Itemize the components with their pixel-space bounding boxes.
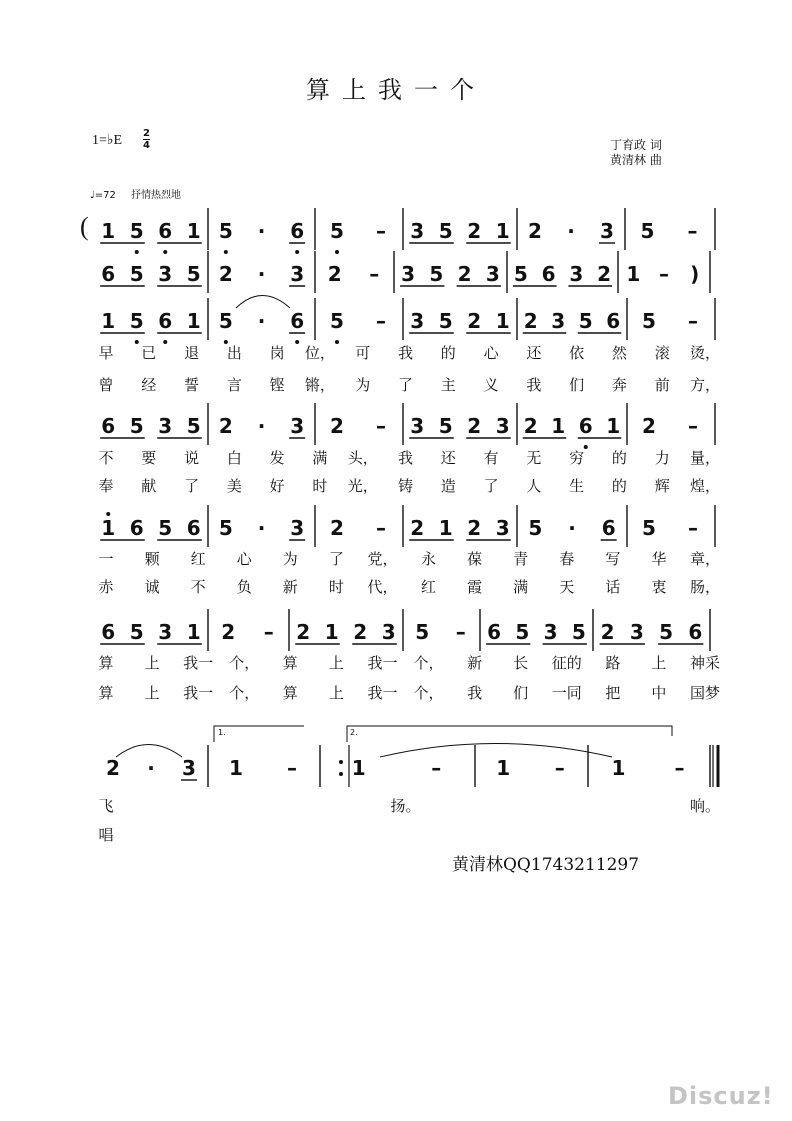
note: 2	[467, 516, 482, 540]
lyric-syllable: 写	[605, 550, 621, 568]
expression: 抒情热烈地	[131, 190, 182, 201]
lyric-syllable: 我一	[183, 654, 214, 672]
lyric-syllable: 们	[569, 376, 585, 394]
note: 6	[606, 309, 621, 333]
lyric-syllable: 上	[144, 654, 160, 672]
low-octave-dot	[163, 340, 167, 344]
lyric-syllable: 退	[184, 344, 200, 362]
lyric-syllable: 力	[654, 449, 670, 467]
lyric-syllable: 飞	[98, 797, 114, 815]
lyric-syllable: 征的	[551, 654, 582, 672]
note: 2	[327, 262, 342, 286]
lyric-syllable: 章，	[689, 550, 721, 568]
lyric-syllable: 个，	[413, 654, 444, 672]
lyric-syllable: 个，	[229, 654, 260, 672]
lyric-syllable: 时	[328, 578, 344, 596]
note: –	[287, 756, 297, 780]
note: 1	[606, 414, 621, 438]
open-parenthesis: (	[80, 212, 89, 241]
note: 2	[528, 219, 542, 243]
note: 6	[158, 219, 173, 243]
note: 6	[101, 620, 116, 644]
lyric-syllable: 造	[440, 477, 456, 495]
key-signature: 1=♭E	[92, 133, 123, 148]
note: 5	[129, 219, 144, 243]
note: 5	[571, 620, 586, 644]
note: –	[688, 414, 698, 438]
note: –	[688, 516, 698, 540]
lyric-syllable: 个，	[229, 684, 260, 702]
lyric-syllable: 我	[467, 684, 483, 702]
low-octave-dot	[295, 340, 299, 344]
note: 6	[601, 516, 616, 540]
note: 2	[218, 414, 233, 438]
lyric-syllable: 唱	[98, 826, 114, 844]
low-octave-dot	[135, 340, 139, 344]
note: 3	[158, 262, 173, 286]
song-title: 算上我一个	[306, 76, 486, 104]
lyric-syllable: 上	[651, 654, 667, 672]
note: 2	[330, 516, 344, 540]
note: 5	[218, 219, 233, 243]
lyric-syllable: 依	[569, 344, 585, 362]
note: –	[376, 219, 386, 243]
high-octave-dot	[106, 512, 110, 516]
note: 2	[467, 219, 482, 243]
note: 1	[351, 756, 366, 780]
lyric-syllable: 献	[141, 477, 157, 495]
lyric-syllable: 光，	[347, 477, 378, 495]
note: 5	[415, 620, 430, 644]
note: 3	[182, 756, 196, 780]
lyric-syllable: 奔	[611, 376, 627, 394]
lyric-syllable: 衷	[651, 578, 667, 596]
note: 3	[495, 414, 510, 438]
lyric-syllable: 了	[483, 477, 499, 495]
note: 6	[129, 516, 144, 540]
note: 5	[438, 414, 453, 438]
note: 3	[485, 262, 500, 286]
lyric-syllable: 的	[440, 344, 456, 362]
note: 5	[129, 309, 144, 333]
note: 3	[381, 620, 396, 644]
lyric-syllable: 辉	[654, 477, 670, 495]
lyric-syllable: 不	[190, 578, 206, 596]
volta-second-label: 2.	[350, 728, 358, 737]
lyric-syllable: 赤	[98, 578, 114, 596]
lyric-syllable: 主	[440, 376, 456, 394]
note: 3	[569, 262, 584, 286]
lyric-syllable: 白	[226, 449, 242, 467]
lyric-syllable: 煌，	[689, 477, 721, 495]
lyric-syllable: 言	[226, 376, 242, 394]
lyric-syllable: 的	[611, 477, 627, 495]
note: 3	[158, 414, 173, 438]
note: 2	[353, 620, 368, 644]
note: 2	[221, 620, 236, 644]
note: 2	[600, 620, 615, 644]
lyric-syllable: 经	[141, 376, 157, 394]
note: 5	[515, 620, 530, 644]
low-octave-dot	[135, 250, 139, 254]
lyric-syllable: 不	[98, 449, 114, 467]
note: 6	[290, 219, 305, 243]
note: 1	[626, 262, 641, 286]
volta-second-bracket	[347, 726, 672, 742]
lyric-syllable: 义	[483, 376, 499, 394]
low-octave-dot	[295, 250, 299, 254]
signature-line: 黄清林QQ1743211297	[452, 855, 640, 875]
lyric-syllable: 头，	[347, 449, 378, 467]
note: ·	[568, 516, 576, 540]
lyric-syllable: 负	[236, 578, 252, 596]
note: 2	[106, 756, 120, 780]
lyric-syllable: 穷	[569, 449, 585, 467]
lyric-syllable: 出	[226, 344, 242, 362]
lyric-syllable: 了	[397, 376, 414, 394]
lyric-syllable: 时	[312, 477, 328, 495]
lyric-syllable: 神采	[689, 654, 721, 672]
lyric-syllable: 上	[144, 684, 160, 702]
note: 5	[642, 309, 656, 333]
lyric-syllable: 心	[483, 344, 499, 362]
lyric-syllable: 誓	[184, 376, 200, 394]
note: 3	[290, 414, 305, 438]
note: 3	[410, 414, 425, 438]
note: ·	[567, 219, 575, 243]
lyric-syllable: 说	[184, 449, 200, 467]
lyric-syllable: 然	[611, 344, 627, 362]
lyric-syllable: 颗	[144, 550, 160, 568]
note: 1	[438, 516, 453, 540]
note: 5	[640, 219, 655, 243]
volta-first-bracket	[214, 726, 304, 742]
lyric-syllable: 一	[98, 550, 114, 568]
lyric-syllable: 心	[236, 550, 252, 568]
lyric-syllable: 上	[328, 684, 344, 702]
lyric-syllable: 中	[651, 684, 667, 702]
note: 5	[659, 620, 674, 644]
note: 2	[410, 516, 425, 540]
lyric-syllable: 人	[526, 477, 542, 495]
note: 1	[186, 309, 201, 333]
note: 2	[467, 309, 482, 333]
tempo-value: ♩=72	[90, 190, 116, 201]
note: 5	[330, 309, 344, 333]
note: 1	[551, 414, 566, 438]
note: 1	[186, 219, 201, 243]
lyric-syllable: 话	[605, 578, 621, 596]
lyric-syllable: 把	[605, 684, 621, 702]
note: 5	[186, 414, 201, 438]
lyric-syllable: 还	[526, 344, 542, 362]
lyric-syllable: 我一	[367, 654, 398, 672]
note: )	[690, 262, 700, 286]
slur	[380, 744, 612, 758]
lyric-syllable: 铸	[397, 477, 414, 495]
repeat-dot	[339, 772, 343, 776]
time-signature-bottom: 4	[143, 140, 150, 151]
note: 1	[229, 756, 243, 780]
lyric-syllable: 滚	[654, 344, 670, 362]
repeat-dot	[339, 760, 343, 764]
note: 5	[129, 262, 144, 286]
note: –	[376, 309, 386, 333]
lyric-syllable: 好	[269, 477, 285, 495]
note: 5	[438, 219, 453, 243]
lyric-syllable: 算	[282, 654, 298, 672]
lyric-syllable: 华	[651, 550, 667, 568]
lyric-syllable: 算	[98, 654, 114, 672]
note: 6	[487, 620, 502, 644]
note: 1	[101, 309, 116, 333]
lyric-syllable: 永	[421, 550, 437, 568]
lyric-syllable: 有	[483, 449, 499, 467]
lyric-syllable: 了	[184, 477, 200, 495]
lyric-syllable: 响。	[689, 797, 721, 815]
note: 1	[101, 516, 116, 540]
lyric-syllable: 个，	[413, 684, 444, 702]
note: –	[263, 620, 274, 644]
lyric-syllable: 无	[526, 449, 542, 467]
lyric-syllable: 一同	[551, 684, 582, 702]
note: –	[369, 262, 380, 286]
note: 1	[611, 756, 626, 780]
lyric-syllable: 诚	[144, 578, 160, 596]
note: –	[687, 219, 698, 243]
note: 3	[158, 620, 173, 644]
lyric-syllable: 了	[328, 550, 344, 568]
note: –	[455, 620, 466, 644]
note: 6	[578, 414, 593, 438]
note: 6	[101, 262, 116, 286]
lyric-syllable: 红	[421, 578, 437, 596]
note: 2	[457, 262, 472, 286]
lyric-syllable: 发	[269, 449, 285, 467]
note: 2	[330, 414, 344, 438]
note: –	[376, 516, 386, 540]
lyric-syllable: 我	[397, 344, 414, 362]
note: ·	[257, 219, 266, 243]
note: 6	[158, 309, 173, 333]
note: 3	[290, 516, 305, 540]
note: 2	[296, 620, 311, 644]
composer: 黄清林 曲	[610, 153, 662, 167]
lyric-syllable: 铿	[269, 376, 285, 394]
note: 5	[330, 219, 344, 243]
lyric-syllable: 我	[397, 449, 414, 467]
note: 3	[543, 620, 558, 644]
lyric-syllable: 烫，	[689, 344, 721, 362]
note: 2	[218, 262, 233, 286]
note: 5	[438, 309, 453, 333]
note: 5	[578, 309, 593, 333]
lyric-syllable: 肠，	[689, 578, 721, 596]
note: 6	[688, 620, 703, 644]
low-octave-dot	[335, 340, 339, 344]
note: 1	[496, 756, 511, 780]
note: 1	[101, 219, 116, 243]
low-octave-dot	[335, 250, 339, 254]
note: 1	[324, 620, 339, 644]
lyric-syllable: 锵，	[304, 376, 335, 394]
lyric-syllable: 算	[282, 684, 298, 702]
lyric-syllable: 红	[190, 550, 206, 568]
note: 3	[629, 620, 644, 644]
note: 5	[429, 262, 444, 286]
lyric-syllable: 我一	[367, 684, 398, 702]
volta-first-label: 1.	[218, 728, 226, 737]
lyric-syllable: 位，	[304, 344, 335, 362]
lyric-syllable: 为	[355, 376, 371, 394]
note: 5	[642, 516, 656, 540]
slur	[236, 296, 290, 309]
lyric-syllable: 春	[559, 550, 575, 568]
note: 3	[401, 262, 416, 286]
note: –	[659, 262, 669, 286]
note: 2	[467, 414, 482, 438]
lyric-syllable: 青	[513, 550, 529, 568]
lyric-syllable: 满	[513, 578, 529, 596]
lyric-syllable: 我一	[183, 684, 214, 702]
lyricist: 丁育政 词	[610, 138, 662, 152]
note: 6	[101, 414, 116, 438]
note: –	[431, 756, 442, 780]
lyric-syllable: 早	[98, 344, 114, 362]
note: ·	[257, 414, 266, 438]
lyric-syllable: 长	[513, 654, 529, 672]
lyric-syllable: 量，	[689, 449, 721, 467]
lyric-syllable: 上	[328, 654, 344, 672]
note: 3	[410, 219, 425, 243]
note: 5	[129, 414, 144, 438]
note: –	[688, 309, 698, 333]
lyric-syllable: 生	[569, 477, 585, 495]
lyric-syllable: 代，	[367, 578, 398, 596]
note: ·	[147, 756, 155, 780]
lyric-syllable: 要	[141, 449, 157, 467]
note: 3	[600, 219, 614, 243]
lyric-syllable: 可	[355, 344, 371, 362]
watermark: Discuz!	[668, 1082, 774, 1110]
lyric-syllable: 奉	[98, 477, 114, 495]
note: 2	[642, 414, 656, 438]
lyric-syllable: 天	[559, 578, 575, 596]
note: 3	[290, 262, 305, 286]
lyric-syllable: 美	[226, 477, 242, 495]
note: 2	[597, 262, 612, 286]
note: 5	[218, 516, 233, 540]
note: 2	[523, 414, 538, 438]
note: 1	[495, 219, 510, 243]
note: 6	[290, 309, 305, 333]
lyric-syllable: 新	[467, 654, 483, 672]
lyric-syllable: 新	[282, 578, 298, 596]
note: –	[376, 414, 386, 438]
note: 5	[218, 309, 233, 333]
note: 5	[528, 516, 543, 540]
note: 6	[186, 516, 201, 540]
low-octave-dot	[584, 445, 588, 449]
lyric-syllable: 我	[526, 376, 542, 394]
lyric-syllable: 扬。	[390, 797, 421, 815]
note: 5	[513, 262, 528, 286]
note: –	[674, 756, 685, 780]
note: 1	[495, 309, 510, 333]
lyric-syllable: 的	[611, 449, 627, 467]
lyric-syllable: 们	[513, 684, 529, 702]
lyric-syllable: 已	[141, 344, 157, 362]
lyric-syllable: 岗	[269, 344, 285, 362]
note: 5	[129, 620, 144, 644]
note: 3	[410, 309, 425, 333]
note: ·	[257, 516, 266, 540]
lyric-syllable: 党，	[367, 550, 398, 568]
lyric-syllable: 满	[312, 449, 328, 467]
lyric-syllable: 前	[654, 376, 670, 394]
lyric-syllable: 路	[605, 654, 621, 672]
low-octave-dot	[224, 250, 228, 254]
note: –	[554, 756, 565, 780]
low-octave-dot	[163, 250, 167, 254]
time-signature-top: 2	[143, 128, 150, 139]
lyric-syllable: 葆	[467, 550, 483, 568]
note: 5	[186, 262, 201, 286]
lyric-syllable: 还	[440, 449, 456, 467]
note: 1	[186, 620, 201, 644]
lyric-syllable: 国梦	[689, 684, 721, 702]
lyric-syllable: 为	[282, 550, 298, 568]
lyric-syllable: 曾	[98, 376, 114, 394]
note: 3	[495, 516, 510, 540]
note: 5	[158, 516, 173, 540]
lyric-syllable: 算	[98, 684, 114, 702]
note: ·	[257, 309, 266, 333]
note: ·	[257, 262, 266, 286]
note: 3	[551, 309, 566, 333]
note: 2	[523, 309, 538, 333]
note: 6	[541, 262, 556, 286]
lyric-syllable: 方，	[689, 376, 721, 394]
lyric-syllable: 霞	[467, 578, 483, 596]
